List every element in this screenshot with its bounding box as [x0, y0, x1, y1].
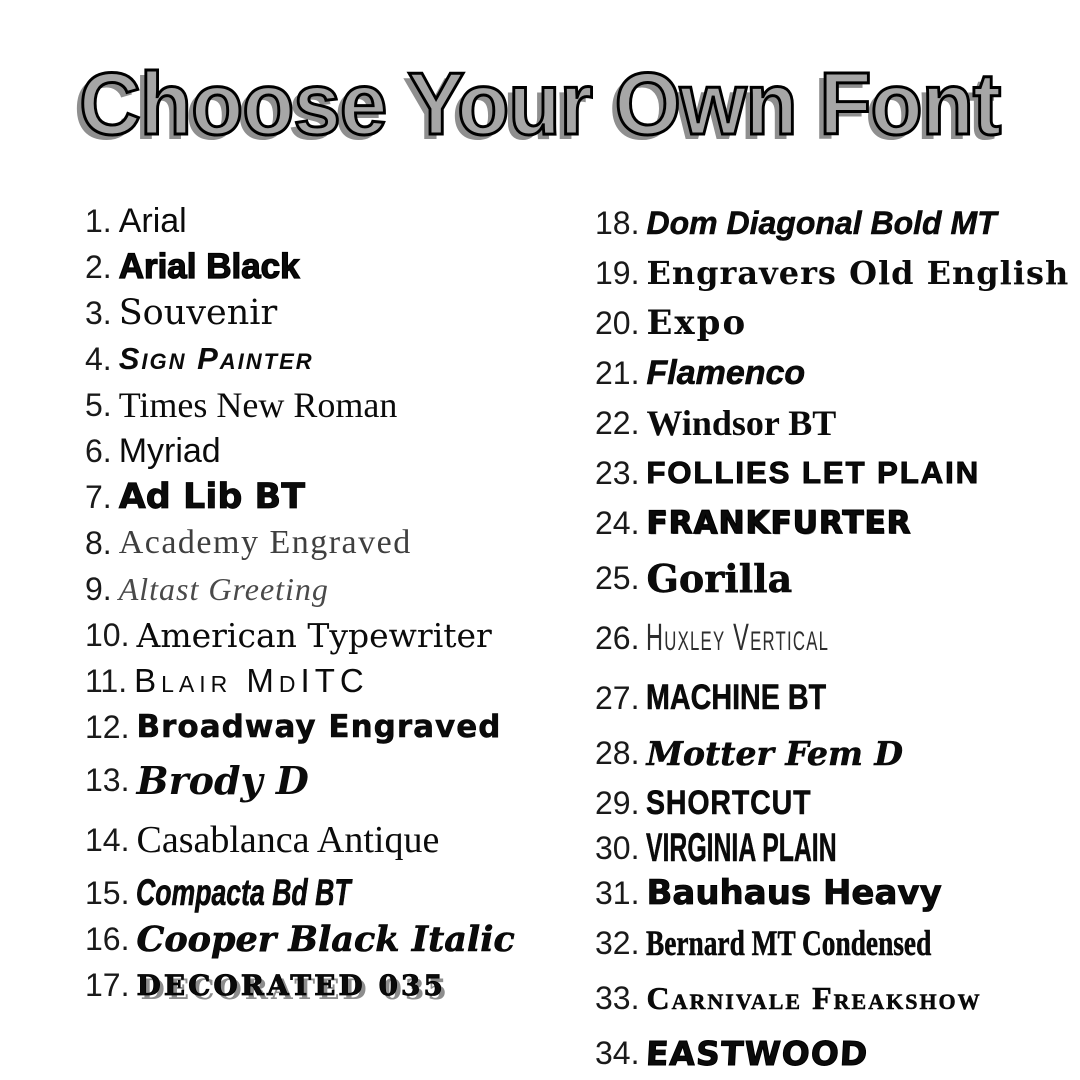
font-name-sample: Myriad: [118, 431, 221, 470]
font-list-item-bauhaus-heavy: [595, 868, 1065, 918]
font-name-sample: FOLLIES LET PLAIN: [646, 455, 981, 490]
item-number: 9.: [85, 570, 112, 607]
item-number: 15.: [85, 874, 130, 911]
item-number: 18.: [595, 204, 640, 241]
item-number: 7.: [85, 478, 112, 515]
item-number: 4.: [85, 340, 112, 377]
font-name-sample: Arial: [118, 201, 187, 240]
font-name-sample: EASTWOOD: [645, 1033, 870, 1073]
font-list-item-blair-mditc: [85, 658, 545, 704]
font-name-sample: Times New Roman: [118, 385, 398, 425]
font-list-column-left: [85, 198, 545, 1008]
font-list-item-compacta-bd-bt: [85, 870, 545, 916]
font-list-item-dom-diagonal-bold-mt: [595, 198, 1065, 248]
font-name-sample: Broadway Engraved: [136, 709, 502, 745]
font-list-item-arial-black: [85, 244, 545, 290]
font-list-item-bernard-mt-condensed: [595, 918, 1065, 968]
font-list-item-ad-lib-bt: [85, 474, 545, 520]
page-title: Choose Your Own Font: [79, 54, 1001, 153]
item-number: 8.: [85, 524, 112, 561]
font-list-item-windsor-bt: [595, 398, 1065, 448]
font-name-sample: Huxley Vertical: [646, 616, 830, 659]
item-number: 10.: [85, 616, 130, 653]
item-number: 19.: [595, 254, 640, 291]
item-number: 3.: [85, 294, 112, 331]
font-name-sample: Dom Diagonal Bold MT: [646, 204, 997, 241]
font-list-item-decorated-035: [85, 962, 545, 1008]
item-number: 30.: [595, 829, 640, 866]
font-list-item-gorilla: [595, 548, 1065, 608]
poster-header: [0, 54, 1080, 153]
font-list-item-times-new-roman: [85, 382, 545, 428]
font-name-sample: Bernard MT Condensed: [646, 923, 932, 963]
font-list-item-motter-fem-d: [595, 728, 1065, 778]
font-list-item-arial: [85, 198, 545, 244]
font-list-column-right: [595, 198, 1070, 1078]
font-list-item-flamenco: [595, 348, 1065, 398]
font-list-item-eastwood: [595, 1028, 1065, 1078]
item-number: 21.: [595, 354, 640, 391]
item-number: 16.: [85, 920, 130, 957]
item-number: 24.: [595, 504, 640, 541]
font-name-sample: Casablanca Antique: [136, 819, 440, 861]
item-number: 26.: [595, 619, 640, 656]
font-list-item-frankfurter: [595, 498, 1065, 548]
font-list-item-sign-painter: [85, 336, 545, 382]
font-name-sample: Brody D: [136, 757, 309, 803]
font-list-item-engravers-old-english: [595, 248, 1070, 298]
font-name-sample: Cooper Black Italic: [136, 918, 515, 960]
font-name-sample: Ad Lib BT: [118, 477, 306, 517]
font-name-sample: Compacta Bd BT: [136, 872, 352, 913]
item-number: 23.: [595, 454, 640, 491]
item-number: 17.: [85, 966, 130, 1003]
item-number: 14.: [85, 821, 130, 858]
font-list-item-shortcut: [595, 778, 1065, 828]
item-number: 33.: [595, 979, 640, 1016]
item-number: 32.: [595, 924, 640, 961]
font-name-sample: Bauhaus Heavy: [646, 873, 942, 913]
font-name-sample: Engravers Old English: [646, 254, 1070, 292]
font-list-item-souvenir: [85, 290, 545, 336]
font-name-sample: Windsor BT: [646, 403, 837, 443]
font-list-item-cooper-black-italic: [85, 916, 545, 962]
item-number: 11.: [85, 662, 128, 699]
item-number: 1.: [85, 202, 112, 239]
font-name-sample: Sign Painter: [118, 341, 314, 376]
item-number: 5.: [85, 386, 112, 423]
item-number: 28.: [595, 734, 640, 771]
item-number: 13.: [85, 761, 130, 798]
font-list-item-broadway-engraved: [85, 704, 545, 750]
font-list-item-expo: [595, 298, 1065, 348]
font-name-sample: Arial Black: [118, 247, 300, 286]
item-number: 20.: [595, 304, 640, 341]
font-name-sample: VIRGINIA PLAIN: [646, 825, 838, 870]
font-list-item-huxley-vertical: [595, 608, 1065, 668]
item-number: 22.: [595, 404, 640, 441]
item-number: 27.: [595, 679, 640, 716]
font-name-sample: Academy Engraved: [118, 524, 412, 561]
font-name-sample: Motter Fem D: [646, 733, 904, 773]
font-list-item-american-typewriter: [85, 612, 545, 658]
item-number: 6.: [85, 432, 112, 469]
font-list-item-carnivale-freakshow: [595, 968, 1065, 1028]
item-number: 29.: [595, 784, 640, 821]
font-list-item-machine-bt: [595, 668, 1065, 728]
font-name-sample: Carnivale Freakshow: [646, 979, 982, 1016]
font-name-sample: Altast Greeting: [118, 570, 329, 607]
font-name-sample: DECORATED 035: [136, 968, 446, 1002]
item-number: 12.: [85, 708, 130, 745]
font-name-sample: FRANKFURTER: [646, 505, 912, 541]
font-list-item-altast-greeting: [85, 566, 545, 612]
font-name-sample: American Typewriter: [136, 615, 492, 655]
item-number: 25.: [595, 559, 640, 596]
font-list-item-myriad: [85, 428, 545, 474]
font-list-item-virginia-plain: [595, 825, 1065, 870]
item-number: 34.: [595, 1034, 640, 1071]
item-number: 31.: [595, 874, 640, 911]
font-name-sample: SHORTCUT: [646, 783, 812, 822]
font-name-sample: Souvenir: [118, 293, 278, 333]
font-name-sample: Expo: [646, 303, 748, 343]
item-number: 2.: [85, 248, 112, 285]
font-list-item-follies-let-plain: [595, 448, 1065, 498]
font-name-sample: Gorilla: [646, 555, 793, 601]
font-list-item-academy-engraved: [85, 520, 545, 566]
font-name-sample: Blair MdITC: [134, 662, 369, 699]
font-list-item-brody-d: [85, 750, 545, 810]
font-name-sample: MACHINE BT: [646, 678, 827, 717]
font-list-item-casablanca-antique: [85, 810, 545, 870]
font-name-sample: Flamenco: [646, 353, 806, 392]
